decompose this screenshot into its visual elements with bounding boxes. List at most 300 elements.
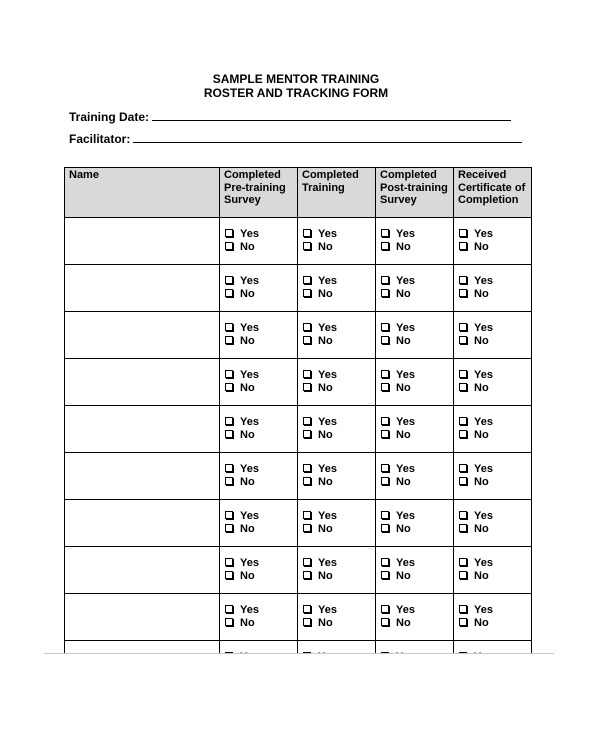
yes-label: Yes <box>318 322 337 334</box>
certificate-cell <box>454 547 532 594</box>
checkbox-icon[interactable] <box>303 289 311 297</box>
yes-option[interactable] <box>381 557 453 570</box>
checkbox-icon[interactable] <box>381 430 389 438</box>
no-option[interactable] <box>381 429 453 442</box>
no-option[interactable] <box>459 335 531 348</box>
no-label: No <box>240 428 255 441</box>
no-option[interactable] <box>459 476 531 489</box>
checkbox-icon[interactable] <box>225 336 233 344</box>
no-label: No <box>474 522 489 535</box>
table-row <box>65 218 532 265</box>
facilitator-label: Facilitator: <box>69 132 131 146</box>
no-option[interactable] <box>459 617 531 630</box>
post-training-cell <box>376 359 454 406</box>
checkbox-icon[interactable] <box>459 242 467 250</box>
no-label: No <box>474 475 489 488</box>
checkbox-icon[interactable] <box>303 417 311 425</box>
header-post-training-line: Survey <box>380 194 417 206</box>
yes-option[interactable] <box>303 322 375 335</box>
yes-label: Yes <box>240 557 259 569</box>
checkbox-icon[interactable] <box>225 524 233 532</box>
yes-option[interactable] <box>381 463 453 476</box>
checkbox-icon[interactable] <box>303 605 311 613</box>
yes-option[interactable] <box>225 557 297 570</box>
no-option[interactable] <box>225 429 297 442</box>
yes-option[interactable] <box>381 510 453 523</box>
checkbox-icon[interactable] <box>303 477 311 485</box>
yes-option[interactable] <box>303 604 375 617</box>
checkbox-icon[interactable] <box>225 605 233 613</box>
table-row <box>65 359 532 406</box>
training-date-field[interactable] <box>69 109 511 124</box>
no-option[interactable] <box>225 476 297 489</box>
no-label: No <box>474 287 489 300</box>
yes-label: Yes <box>474 369 493 381</box>
no-option[interactable] <box>225 523 297 536</box>
post-training-cell <box>376 594 454 641</box>
checkbox-icon[interactable] <box>225 571 233 579</box>
checkbox-icon[interactable] <box>459 464 467 472</box>
no-label: No <box>474 381 489 394</box>
checkbox-icon[interactable] <box>225 289 233 297</box>
checkbox-icon[interactable] <box>225 276 233 284</box>
checkbox-icon[interactable] <box>459 323 467 331</box>
no-label: No <box>318 240 333 253</box>
checkbox-icon[interactable] <box>381 571 389 579</box>
header-post-training-line: Post-training <box>380 181 448 194</box>
training-cell <box>298 406 376 453</box>
yes-label: Yes <box>318 604 337 616</box>
yes-option[interactable] <box>459 416 531 429</box>
yes-option[interactable] <box>303 275 375 288</box>
name-cell[interactable] <box>65 218 220 265</box>
checkbox-icon[interactable] <box>459 524 467 532</box>
certificate-cell <box>454 218 532 265</box>
yes-option[interactable] <box>381 228 453 241</box>
no-label: No <box>240 569 255 582</box>
no-option[interactable] <box>303 382 375 395</box>
no-option[interactable] <box>303 523 375 536</box>
checkbox-icon[interactable] <box>225 511 233 519</box>
name-cell[interactable] <box>65 359 220 406</box>
no-option[interactable] <box>303 241 375 254</box>
checkbox-icon[interactable] <box>459 477 467 485</box>
checkbox-icon[interactable] <box>381 417 389 425</box>
yes-label: Yes <box>396 604 415 616</box>
no-option[interactable] <box>459 429 531 442</box>
training-cell <box>298 453 376 500</box>
checkbox-icon[interactable] <box>381 336 389 344</box>
yes-label: Yes <box>396 510 415 522</box>
header-pre-training <box>220 168 298 218</box>
checkbox-icon[interactable] <box>225 558 233 566</box>
yes-label: Yes <box>396 416 415 428</box>
checkbox-icon[interactable] <box>303 383 311 391</box>
checkbox-icon[interactable] <box>381 323 389 331</box>
no-label: No <box>396 334 411 347</box>
yes-option[interactable] <box>459 604 531 617</box>
no-label: No <box>318 616 333 629</box>
training-cell <box>298 500 376 547</box>
no-option[interactable] <box>303 335 375 348</box>
post-training-cell <box>376 218 454 265</box>
roster-table <box>64 167 532 688</box>
yes-option[interactable] <box>459 463 531 476</box>
checkbox-icon[interactable] <box>381 558 389 566</box>
no-option[interactable] <box>303 476 375 489</box>
header-pre-training-line: Completed <box>224 169 281 181</box>
checkbox-icon[interactable] <box>303 511 311 519</box>
no-label: No <box>240 475 255 488</box>
yes-label: Yes <box>396 463 415 475</box>
checkbox-icon[interactable] <box>459 229 467 237</box>
checkbox-icon[interactable] <box>459 430 467 438</box>
checkbox-icon[interactable] <box>459 383 467 391</box>
post-training-cell <box>376 453 454 500</box>
pre-training-cell <box>220 453 298 500</box>
title-line-1: SAMPLE MENTOR TRAINING <box>212 72 380 86</box>
yes-label: Yes <box>396 322 415 334</box>
title-line-2: ROSTER AND TRACKING FORM <box>203 86 389 100</box>
yes-option[interactable] <box>225 416 297 429</box>
header-name <box>65 168 220 218</box>
no-label: No <box>396 428 411 441</box>
post-training-cell <box>376 312 454 359</box>
checkbox-icon[interactable] <box>225 477 233 485</box>
no-option[interactable] <box>225 382 297 395</box>
yes-option[interactable] <box>459 228 531 241</box>
table-row <box>65 594 532 641</box>
page-divider <box>44 653 554 654</box>
checkbox-icon[interactable] <box>381 524 389 532</box>
training-cell <box>298 547 376 594</box>
checkbox-icon[interactable] <box>381 276 389 284</box>
certificate-cell <box>454 312 532 359</box>
yes-option[interactable] <box>381 369 453 382</box>
post-training-cell <box>376 547 454 594</box>
yes-label: Yes <box>318 557 337 569</box>
pre-training-cell <box>220 547 298 594</box>
table-row <box>65 312 532 359</box>
yes-option[interactable] <box>225 604 297 617</box>
name-cell[interactable] <box>65 406 220 453</box>
roster-body <box>65 218 532 688</box>
yes-option[interactable] <box>225 369 297 382</box>
training-cell <box>298 265 376 312</box>
no-option[interactable] <box>459 523 531 536</box>
checkbox-icon[interactable] <box>459 618 467 626</box>
yes-option[interactable] <box>225 228 297 241</box>
no-label: No <box>396 616 411 629</box>
no-option[interactable] <box>303 429 375 442</box>
no-label: No <box>474 616 489 629</box>
checkbox-icon[interactable] <box>303 323 311 331</box>
no-label: No <box>318 381 333 394</box>
no-label: No <box>318 522 333 535</box>
no-label: No <box>318 334 333 347</box>
post-training-cell <box>376 406 454 453</box>
yes-label: Yes <box>318 369 337 381</box>
checkbox-icon[interactable] <box>381 242 389 250</box>
name-cell[interactable] <box>65 312 220 359</box>
no-option[interactable] <box>381 570 453 583</box>
no-label: No <box>240 334 255 347</box>
yes-option[interactable] <box>381 604 453 617</box>
name-cell[interactable] <box>65 500 220 547</box>
no-label: No <box>474 334 489 347</box>
header-certificate-line: Certificate of <box>458 181 526 194</box>
no-label: No <box>474 240 489 253</box>
certificate-cell <box>454 500 532 547</box>
checkbox-icon[interactable] <box>225 464 233 472</box>
checkbox-icon[interactable] <box>381 370 389 378</box>
no-label: No <box>396 287 411 300</box>
no-option[interactable] <box>225 570 297 583</box>
checkbox-icon[interactable] <box>459 276 467 284</box>
no-label: No <box>240 287 255 300</box>
checkbox-icon[interactable] <box>459 289 467 297</box>
no-option[interactable] <box>225 288 297 301</box>
yes-label: Yes <box>318 275 337 287</box>
header-certificate <box>454 168 532 218</box>
no-label: No <box>318 287 333 300</box>
no-option[interactable] <box>303 617 375 630</box>
checkbox-icon[interactable] <box>459 336 467 344</box>
yes-option[interactable] <box>381 275 453 288</box>
checkbox-icon[interactable] <box>303 464 311 472</box>
table-row <box>65 500 532 547</box>
yes-option[interactable] <box>459 557 531 570</box>
header-certificate-line: Received <box>458 169 507 181</box>
yes-label: Yes <box>474 510 493 522</box>
yes-option[interactable] <box>303 557 375 570</box>
checkbox-icon[interactable] <box>303 524 311 532</box>
checkbox-icon[interactable] <box>225 229 233 237</box>
no-option[interactable] <box>381 382 453 395</box>
no-label: No <box>396 475 411 488</box>
certificate-cell <box>454 265 532 312</box>
header-row <box>65 168 532 218</box>
yes-option[interactable] <box>225 275 297 288</box>
checkbox-icon[interactable] <box>381 477 389 485</box>
yes-option[interactable] <box>303 228 375 241</box>
no-option[interactable] <box>381 523 453 536</box>
no-option[interactable] <box>303 570 375 583</box>
header-pre-training-line: Pre-training <box>224 181 286 194</box>
pre-training-cell <box>220 312 298 359</box>
checkbox-icon[interactable] <box>381 383 389 391</box>
yes-label: Yes <box>396 275 415 287</box>
checkbox-icon[interactable] <box>303 229 311 237</box>
no-option[interactable] <box>225 617 297 630</box>
yes-label: Yes <box>240 275 259 287</box>
checkbox-icon[interactable] <box>381 229 389 237</box>
yes-label: Yes <box>240 369 259 381</box>
pre-training-cell <box>220 218 298 265</box>
no-option[interactable] <box>381 617 453 630</box>
yes-label: Yes <box>474 416 493 428</box>
training-date-label: Training Date: <box>69 110 150 124</box>
yes-label: Yes <box>318 228 337 240</box>
header-post-training <box>376 168 454 218</box>
checkbox-icon[interactable] <box>303 571 311 579</box>
checkbox-icon[interactable] <box>459 558 467 566</box>
checkbox-icon[interactable] <box>303 242 311 250</box>
yes-option[interactable] <box>459 275 531 288</box>
yes-option[interactable] <box>303 510 375 523</box>
certificate-cell <box>454 359 532 406</box>
header-pre-training-line: Survey <box>224 194 261 206</box>
checkbox-icon[interactable] <box>381 464 389 472</box>
checkbox-icon[interactable] <box>225 618 233 626</box>
yes-label: Yes <box>474 228 493 240</box>
checkbox-icon[interactable] <box>459 511 467 519</box>
no-label: No <box>240 240 255 253</box>
checkbox-icon[interactable] <box>459 370 467 378</box>
training-date-line[interactable] <box>152 109 511 121</box>
checkbox-icon[interactable] <box>381 618 389 626</box>
checkbox-icon[interactable] <box>303 370 311 378</box>
pre-training-cell <box>220 406 298 453</box>
yes-option[interactable] <box>459 510 531 523</box>
yes-label: Yes <box>474 604 493 616</box>
yes-option[interactable] <box>303 463 375 476</box>
no-option[interactable] <box>225 335 297 348</box>
yes-option[interactable] <box>225 510 297 523</box>
checkbox-icon[interactable] <box>303 558 311 566</box>
no-option[interactable] <box>459 382 531 395</box>
no-label: No <box>396 569 411 582</box>
checkbox-icon[interactable] <box>303 618 311 626</box>
no-option[interactable] <box>381 241 453 254</box>
name-cell[interactable] <box>65 265 220 312</box>
yes-option[interactable] <box>303 416 375 429</box>
name-cell[interactable] <box>65 453 220 500</box>
checkbox-icon[interactable] <box>303 336 311 344</box>
yes-option[interactable] <box>381 416 453 429</box>
no-label: No <box>396 522 411 535</box>
no-label: No <box>474 428 489 441</box>
checkbox-icon[interactable] <box>381 605 389 613</box>
pre-training-cell <box>220 500 298 547</box>
yes-label: Yes <box>318 416 337 428</box>
certificate-cell <box>454 453 532 500</box>
facilitator-line[interactable] <box>133 131 522 143</box>
yes-label: Yes <box>318 510 337 522</box>
checkbox-icon[interactable] <box>459 605 467 613</box>
header-name-text: Name <box>69 169 99 181</box>
yes-label: Yes <box>318 463 337 475</box>
yes-label: Yes <box>474 557 493 569</box>
no-label: No <box>318 428 333 441</box>
pre-training-cell <box>220 265 298 312</box>
header-training-line: Completed <box>302 169 359 181</box>
checkbox-icon[interactable] <box>459 571 467 579</box>
header-training-line: Training <box>302 181 345 194</box>
form-title <box>0 72 592 100</box>
checkbox-icon[interactable] <box>381 511 389 519</box>
table-row <box>65 547 532 594</box>
page-bottom-area <box>0 653 600 730</box>
yes-label: Yes <box>396 369 415 381</box>
yes-label: Yes <box>240 604 259 616</box>
no-option[interactable] <box>225 241 297 254</box>
no-label: No <box>396 381 411 394</box>
checkbox-icon[interactable] <box>225 430 233 438</box>
checkbox-icon[interactable] <box>303 276 311 284</box>
no-label: No <box>396 240 411 253</box>
no-label: No <box>240 381 255 394</box>
yes-label: Yes <box>396 228 415 240</box>
table-row <box>65 265 532 312</box>
no-option[interactable] <box>303 288 375 301</box>
yes-label: Yes <box>240 510 259 522</box>
yes-label: Yes <box>240 416 259 428</box>
yes-label: Yes <box>240 228 259 240</box>
post-training-cell <box>376 265 454 312</box>
yes-label: Yes <box>474 322 493 334</box>
yes-label: Yes <box>240 463 259 475</box>
certificate-cell <box>454 594 532 641</box>
training-cell <box>298 594 376 641</box>
checkbox-icon[interactable] <box>303 430 311 438</box>
yes-label: Yes <box>240 322 259 334</box>
yes-option[interactable] <box>381 322 453 335</box>
checkbox-icon[interactable] <box>459 417 467 425</box>
checkbox-icon[interactable] <box>225 242 233 250</box>
no-option[interactable] <box>381 288 453 301</box>
training-cell <box>298 359 376 406</box>
no-label: No <box>240 616 255 629</box>
no-option[interactable] <box>459 241 531 254</box>
yes-option[interactable] <box>225 322 297 335</box>
yes-label: Yes <box>396 557 415 569</box>
yes-label: Yes <box>474 463 493 475</box>
table-row <box>65 406 532 453</box>
no-label: No <box>240 522 255 535</box>
checkbox-icon[interactable] <box>225 370 233 378</box>
pre-training-cell <box>220 359 298 406</box>
no-option[interactable] <box>459 288 531 301</box>
no-option[interactable] <box>459 570 531 583</box>
checkbox-icon[interactable] <box>225 383 233 391</box>
no-option[interactable] <box>381 476 453 489</box>
checkbox-icon[interactable] <box>381 289 389 297</box>
name-cell[interactable] <box>65 594 220 641</box>
yes-option[interactable] <box>459 322 531 335</box>
no-label: No <box>474 569 489 582</box>
yes-option[interactable] <box>303 369 375 382</box>
yes-option[interactable] <box>225 463 297 476</box>
name-cell[interactable] <box>65 547 220 594</box>
training-cell <box>298 312 376 359</box>
yes-label: Yes <box>474 275 493 287</box>
certificate-cell <box>454 406 532 453</box>
checkbox-icon[interactable] <box>225 417 233 425</box>
table-row <box>65 453 532 500</box>
facilitator-field[interactable] <box>69 131 522 146</box>
no-label: No <box>318 569 333 582</box>
training-cell <box>298 218 376 265</box>
no-option[interactable] <box>381 335 453 348</box>
header-post-training-line: Completed <box>380 169 437 181</box>
pre-training-cell <box>220 594 298 641</box>
no-label: No <box>318 475 333 488</box>
checkbox-icon[interactable] <box>225 323 233 331</box>
yes-option[interactable] <box>459 369 531 382</box>
header-certificate-line: Completion <box>458 194 519 206</box>
header-training <box>298 168 376 218</box>
